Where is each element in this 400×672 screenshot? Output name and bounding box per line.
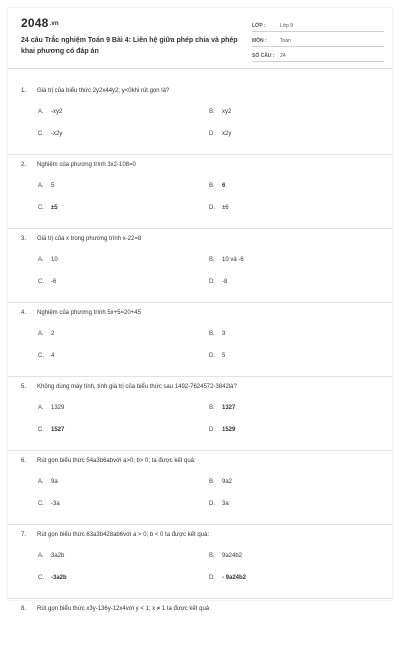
answer-option-b[interactable] <box>209 405 235 411</box>
option-letter: D. <box>209 131 215 137</box>
question-prompt: Rút gọn biểu thức x3y-136y-12x4với y < 1; x ≠ 1 ta được kết quả <box>37 606 210 612</box>
answer-option-a[interactable] <box>38 257 58 263</box>
answer-option-b[interactable] <box>209 479 232 485</box>
logo-text: 2048 <box>21 16 49 30</box>
answer-option-c[interactable] <box>38 427 64 433</box>
answer-option-b[interactable] <box>209 183 225 189</box>
question-prompt: Nghiệm của phương trình 5x+5=20+45 <box>37 310 141 316</box>
question-number: 7. <box>21 532 27 538</box>
answer-option-c[interactable] <box>38 575 67 581</box>
question-text <box>21 236 381 242</box>
question-item <box>8 451 392 525</box>
meta-row-class <box>252 17 384 32</box>
answer-option-c[interactable] <box>38 501 60 507</box>
meta-key: MÔN : <box>252 38 267 44</box>
answer-option-a[interactable] <box>38 331 54 337</box>
option-text: 6 <box>222 183 226 189</box>
answer-option-d[interactable] <box>209 353 225 359</box>
meta-row-subject <box>252 32 384 47</box>
answer-option-c[interactable] <box>38 131 62 137</box>
meta-value: Lớp 9 <box>280 23 294 29</box>
option-text: ±6 <box>222 205 229 211</box>
meta-key: SỐ CÂU : <box>252 53 275 59</box>
option-text: x2y <box>222 131 232 137</box>
option-text: 9a <box>51 479 58 485</box>
option-text: 4 <box>51 353 55 359</box>
option-letter: D. <box>209 353 215 359</box>
option-letter: D. <box>209 501 215 507</box>
answer-option-c[interactable] <box>38 279 56 285</box>
question-prompt: Giá trị của x trong phương trình x-22=8 <box>37 236 142 242</box>
document-title: 24 câu Trắc nghiệm Toán 9 Bài 4: Liên hệ giữa phép chia và phép khai phương có đáp án <box>21 37 238 55</box>
answer-option-b[interactable] <box>209 109 231 115</box>
option-text: 2 <box>51 331 55 337</box>
option-letter: B. <box>209 331 215 337</box>
answer-option-a[interactable] <box>38 479 58 485</box>
question-text <box>21 606 381 612</box>
answer-option-a[interactable] <box>38 405 64 411</box>
option-text: 9a2 <box>222 479 233 485</box>
option-letter: B. <box>209 257 215 263</box>
option-text: 3a <box>222 501 229 507</box>
option-text: -xy2 <box>51 109 63 115</box>
question-text <box>21 310 381 316</box>
answer-option-d[interactable] <box>209 131 231 137</box>
option-letter: B. <box>209 405 215 411</box>
answer-option-b[interactable] <box>209 257 244 263</box>
option-letter: C. <box>38 205 44 211</box>
meta-table <box>252 17 384 62</box>
answer-option-d[interactable] <box>209 501 229 507</box>
question-list <box>8 81 392 672</box>
option-text: -3a <box>51 501 60 507</box>
question-item <box>8 229 392 303</box>
option-text: -6 <box>51 279 57 285</box>
answer-option-c[interactable] <box>38 205 58 211</box>
question-text <box>21 532 381 538</box>
option-letter: C. <box>38 427 44 433</box>
question-prompt: Nghiệm của phương trình 3x2-108=0 <box>37 162 136 168</box>
option-text: 10 <box>51 257 58 263</box>
option-letter: C. <box>38 501 44 507</box>
question-number: 6. <box>21 458 27 464</box>
option-letter: A. <box>38 109 44 115</box>
question-number: 3. <box>21 236 27 242</box>
option-letter: C. <box>38 353 44 359</box>
option-letter: B. <box>209 479 215 485</box>
option-letter: B. <box>209 553 215 559</box>
option-letter: D. <box>209 205 215 211</box>
question-number: 2. <box>21 162 27 168</box>
answer-option-a[interactable] <box>38 553 64 559</box>
question-prompt: Rút gọn biểu thức 54a3b6abvới a>0; b> 0; ta được kết quả: <box>37 458 196 464</box>
answer-option-d[interactable] <box>209 575 246 581</box>
option-letter: B. <box>209 109 215 115</box>
question-prompt: Rút gọn biểu thức 63a3b428ab6với a > 0; b < 0 ta được kết quả: <box>37 532 210 538</box>
option-text: -8 <box>222 279 228 285</box>
meta-value: Toán <box>280 38 291 44</box>
question-item <box>8 303 392 377</box>
question-item <box>8 525 392 599</box>
option-letter: C. <box>38 279 44 285</box>
option-letter: A. <box>38 553 44 559</box>
question-item <box>8 81 392 155</box>
option-text: 1527 <box>51 427 65 433</box>
meta-key: LỚP : <box>252 23 266 29</box>
site-logo[interactable] <box>21 16 59 30</box>
question-item <box>8 599 392 672</box>
question-item <box>8 155 392 229</box>
logo-tld: .vn <box>49 21 59 27</box>
option-letter: C. <box>38 131 44 137</box>
question-text <box>21 458 381 464</box>
question-text <box>21 88 381 94</box>
option-text: 1327 <box>222 405 236 411</box>
option-text: 5 <box>51 183 55 189</box>
option-letter: D. <box>209 427 215 433</box>
option-text: 3a2b <box>51 553 65 559</box>
answer-option-d[interactable] <box>209 279 227 285</box>
answer-option-d[interactable] <box>209 205 229 211</box>
worksheet-page <box>8 8 392 612</box>
answer-option-c[interactable] <box>38 353 54 359</box>
answer-option-a[interactable] <box>38 109 62 115</box>
option-text: 10 và -6 <box>222 257 244 263</box>
worksheet-header <box>8 8 392 69</box>
meta-value: 24 <box>280 53 286 59</box>
answer-option-d[interactable] <box>209 427 235 433</box>
question-item <box>8 377 392 451</box>
option-letter: D. <box>209 575 215 581</box>
option-text: 3 <box>222 331 226 337</box>
option-letter: A. <box>38 257 44 263</box>
question-number: 8. <box>21 606 27 612</box>
option-letter: A. <box>38 331 44 337</box>
option-letter: C. <box>38 575 44 581</box>
question-prompt: Không dùng máy tính, tính giá trị của biểu thức sau 1492-7624572-3842là? <box>37 384 237 390</box>
option-text: ±5 <box>51 205 58 211</box>
question-number: 1. <box>21 88 27 94</box>
answer-option-b[interactable] <box>209 553 242 559</box>
question-prompt: Giá trị của biểu thức 2y2x44y2; y<0khi rút gọn là? <box>37 88 170 94</box>
option-text: xy2 <box>222 109 232 115</box>
option-text: 1529 <box>222 427 236 433</box>
option-text: 1329 <box>51 405 65 411</box>
question-number: 4. <box>21 310 27 316</box>
question-text <box>21 384 381 390</box>
option-letter: A. <box>38 183 44 189</box>
option-letter: D. <box>209 279 215 285</box>
question-number: 5. <box>21 384 27 390</box>
option-text: -3a2b <box>51 575 67 581</box>
option-text: -x2y <box>51 131 63 137</box>
option-letter: A. <box>38 479 44 485</box>
answer-option-b[interactable] <box>209 331 225 337</box>
question-text <box>21 162 381 168</box>
option-text: 5 <box>222 353 226 359</box>
option-text: 9a24b2 <box>222 553 243 559</box>
meta-row-count <box>252 47 384 62</box>
option-letter: A. <box>38 405 44 411</box>
option-letter: B. <box>209 183 215 189</box>
option-text: - 9a24b2 <box>222 575 247 581</box>
answer-option-a[interactable] <box>38 183 54 189</box>
